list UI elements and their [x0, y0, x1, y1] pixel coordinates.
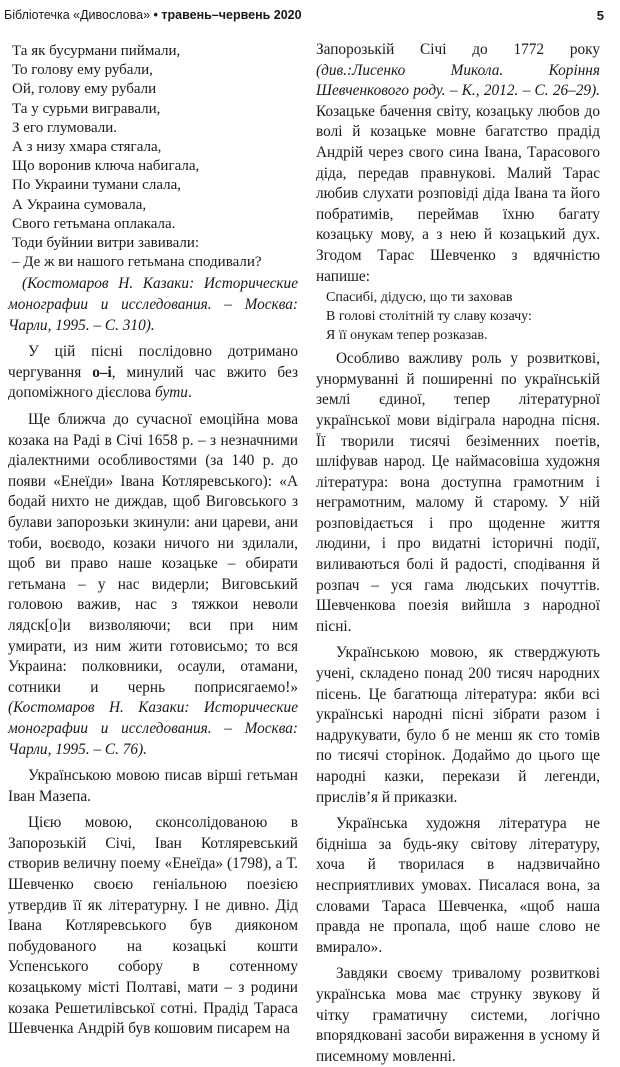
paragraph-zaporizhian-sich: Запорозькій Січі до 1772 року (див.:Лисенко Микола. Коріння Шевченкового роду. – К., 2012. – С. 26–29). Козацьке бачення світу, козацьку любов до волі й козацьке мовне багатство прадід Андрій через свого сина Івана, Тарасового діда, передав правнукові. Малий Тарас любив слухати розповіді діда Івана та його побратимів, переймав їхню багату козацьку мову, а з нею й козацький дух. Згодом Тарас Шевченко з вдячністю напише: — [316, 41, 600, 285]
shevchenko-quote-poem — [316, 288, 600, 345]
folk-song-line: Що воронив ключа набигала, — [12, 158, 200, 175]
paragraph-literature: Українська художня література не бідніша за будь-яку світову літературу, хоча й творилася в надзвичайно несприятливих умовах. Писалася вона, за словами Тараса Шевченка, «щоб наша правда не пропала, щоб наше слово не вмирало». — [316, 815, 600, 956]
shevchenko-line: Спасибі, дідусю, що ти заховав — [326, 290, 513, 306]
paragraph-folk-song: Особливо важливу роль у розвиткові, унормуванні й поширенні по українській землі єдиної, тепер літературної української мови відіграла народна пісня. Її творили тисячі безіменних поетів, шліфував народ. Це наймасовіша художня література: вона доступна грамотним і неграмотним, малому й старому. У ній розповідається і про щоденне життя людини, і про видатні історичні події, виливаються болі й радості, сподівання й розпач – уся гама людських почуттів. Шевченкова поезія вийшла з народної пісні. — [316, 350, 600, 635]
paragraph-alternation: У цій пісні послідовно дотримано чергування о–і, минулий час вжито без допоміжного дієслова бути. — [8, 343, 298, 402]
folk-song-line: Тоди буйнии витри завивали: — [12, 235, 200, 252]
page-number: 5 — [596, 8, 604, 23]
folk-song-line: Та у сурьми вигравали, — [12, 100, 161, 117]
folk-song-line: А Украина сумовала, — [12, 196, 147, 213]
shevchenko-line: В голові столітній ту славу козачу: — [326, 309, 532, 325]
paragraph-mazepa: Українською мовою писав вірші гетьман Іван Мазепа. — [8, 767, 298, 805]
folk-song-line: Свого гетьмана оплакала. — [12, 215, 176, 232]
folk-song-line: Та як бусурмани пиймали, — [12, 43, 181, 59]
paragraph-kotliarevsky: Цією мовою, сконсолідованою в Запорозькій Січі, Іван Котляревський створив величну поему «Енеїда» (1798), а Т. Шевченко своєю геніальною поезією утвердив її як літературну. І не дивно. Дід Івана Котляревського був дияконом побудованого на козацькі кошти Успенського собору в сотенному козацькому місті Полтаві, мати – з родини козака Решетилівської сотні. Прадід Тараса Шевченка Андрій був кошовим писарем на — [8, 814, 298, 1038]
running-head — [4, 8, 302, 22]
issue-date: травень–червень 2020 — [161, 8, 302, 22]
folk-song-line: – Де ж ви нашого гетьмана сподивали? — [12, 254, 262, 271]
magazine-title: Бібліотечка «Дивослова» — [4, 8, 151, 22]
folk-song-poem — [8, 42, 298, 272]
header-bullet: • — [153, 8, 158, 22]
left-column — [8, 40, 298, 1040]
shevchenko-line: Я її онукам тепер розказав. — [326, 328, 488, 344]
folk-song-line: По Украини тумани слала, — [12, 177, 181, 194]
paragraph-200-thousand-songs: Українською мовою, як стверджують учені, складено понад 200 тисяч народних пісень. Це багатюща література: якби всі українські народні пісні зібрати разом і надрукувати, було б не менш як сто томів по тисячі сторінок. Додаймо до цього ще народні казки, перекази й легенди, прислів’я й приказки. — [316, 644, 600, 806]
folk-song-line: З его глумовали. — [12, 119, 118, 136]
folk-song-line: То голову ему рубали, — [12, 62, 153, 79]
paragraph-cossack-speech: Ще ближча до сучасної емоційна мова козака на Раді в Січі 1658 р. – з незначними діалектними особливостями (за 140 р. до появи «Енеїди» Івана Котляревського): «А бодай нихто не диждав, щоб Виговського з булави запорозьки зкинули: ани цареви, ани тоби, воєводо, козаки ничого ни здилали, щоб ви право наше козацьке – обирати гетьмана – у нас видерли; Виговський головою важив, нас з тяжкои неволи лядск[о]и визволяючи; вси при ним умирати, из ним жити готовисьмо; то вся Украина: полковники, осаули, отамани, сотники и чернь поприсягаемо!» (Костомаров Н. Казаки: Исторические монографии и исследования. – Москва: Чарли, 1995. – С. 76). — [8, 411, 298, 758]
citation-kostomarov-1: (Костомаров Н. Казаки: Исторические монографии и исследования. – Москва: Чарли, 1995. – С. 310). — [8, 275, 298, 334]
paragraph-language-system: Завдяки своєму тривалому розвиткові українська мова має струнку звукову й чітку граматичну системи, логічно впорядковані засоби вираження в усному й писемному мовленні. — [316, 965, 600, 1065]
folk-song-line: Ой, голову ему рубали — [12, 81, 157, 98]
folk-song-line: А з низу хмара стягала, — [12, 139, 162, 156]
page-header — [0, 0, 620, 34]
